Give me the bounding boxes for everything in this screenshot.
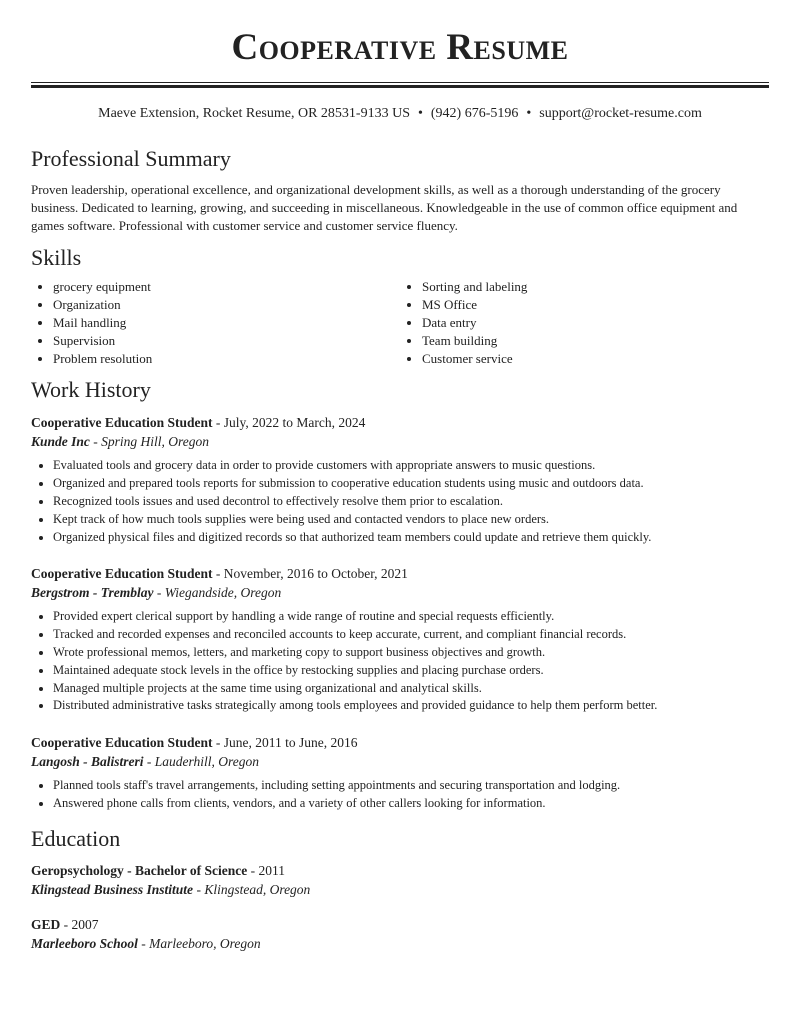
contact-separator: •	[526, 106, 532, 121]
contact-address: Maeve Extension, Rocket Resume, OR 28531-9133 US	[98, 106, 410, 121]
skill-item: • grocery equipment	[53, 278, 400, 296]
header-rule-thin	[31, 82, 769, 83]
education-degree-line: GED - 2007	[31, 916, 99, 932]
job-location: Wiegandside, Oregon	[164, 585, 282, 601]
duty-item: • Managed multiple projects at the same time using organizational and analytical skills.	[53, 680, 769, 698]
duty-item: • Evaluated tools and grocery data in order to provide customers with appropriate answers to music questions.	[53, 457, 769, 475]
skill-item: • Team building	[422, 332, 769, 350]
job-company: Kunde Inc	[31, 434, 90, 450]
education-year: 2011	[258, 862, 285, 878]
education-year: 2007	[71, 916, 99, 932]
education-degree: GED	[31, 916, 61, 932]
job-entry	[31, 564, 769, 715]
job-employer: Bergstrom - Tremblay - Wiegandside, Oregon	[31, 585, 282, 601]
education-degree: Geropsychology - Bachelor of Science	[31, 862, 248, 878]
skill-item: • Customer service	[422, 350, 769, 368]
skill-item: • Data entry	[422, 314, 769, 332]
job-dates: June, 2011 to June, 2016	[223, 735, 358, 751]
job-duties	[31, 457, 769, 546]
skill-item: • Supervision	[53, 332, 400, 350]
education-school: Klingstead Business Institute	[31, 881, 194, 897]
skill-item: • MS Office	[422, 296, 769, 314]
duty-item: • Wrote professional memos, letters, and marketing copy to support business objectives and growth.	[53, 644, 769, 662]
job-company: Langosh - Balistreri	[31, 754, 144, 770]
skills-column-right	[400, 278, 769, 367]
skill-item: • Problem resolution	[53, 350, 400, 368]
skills-column-left	[31, 278, 400, 367]
contact-email: support@rocket-resume.com	[539, 106, 702, 121]
education-school: Marleeboro School	[31, 935, 138, 951]
education-heading: Education	[31, 825, 121, 851]
skills-heading: Skills	[31, 245, 82, 271]
job-title: Cooperative Education Student	[31, 415, 213, 431]
job-entry	[31, 733, 769, 813]
duty-item: • Tracked and recorded expenses and reconciled accounts to keep accurate, current, and compliant financial records.	[53, 626, 769, 644]
work-history-heading: Work History	[31, 377, 151, 403]
job-title: Cooperative Education Student	[31, 735, 213, 751]
job-location: Lauderhill, Oregon	[154, 754, 260, 770]
job-header: Cooperative Education Student - November, 2016 to October, 2021	[31, 566, 408, 582]
summary-text: Proven leadership, operational excellence, and organizational development skills, as well as a thorough understanding of the grocery business. Dedicated to learning, growing, and succeeding in miscellaneous. Knowledgeable in the use of common office equipment and games software. Professional with customer service and customer service fluency.	[31, 182, 738, 233]
header-rule-thick	[31, 85, 769, 88]
job-company: Bergstrom - Tremblay	[31, 585, 154, 601]
contact-separator: •	[417, 106, 423, 121]
duty-item: • Recognized tools issues and used decontrol to effectively resolve them prior to escalation.	[53, 493, 769, 511]
skill-item: • Organization	[53, 296, 400, 314]
resume-name: Cooperative Resume	[231, 27, 569, 68]
skill-item: • Sorting and labeling	[422, 278, 769, 296]
education-entry	[31, 915, 769, 953]
skill-item: • Mail handling	[53, 314, 400, 332]
job-entry	[31, 413, 769, 546]
job-title: Cooperative Education Student	[31, 566, 213, 582]
education-school-line: Klingstead Business Institute - Klingstead, Oregon	[31, 881, 311, 897]
job-duties	[31, 777, 769, 813]
duty-item: • Answered phone calls from clients, vendors, and a variety of other callers looking for information.	[53, 795, 769, 813]
skills-list	[31, 278, 769, 367]
job-header: Cooperative Education Student - June, 2011 to June, 2016	[31, 735, 358, 751]
summary-heading: Professional Summary	[31, 146, 231, 171]
duty-item: • Provided expert clerical support by handling a wide range of routine and special requests efficiently.	[53, 608, 769, 626]
education-school-line: Marleeboro School - Marleeboro, Oregon	[31, 935, 261, 951]
job-employer: Kunde Inc - Spring Hill, Oregon	[31, 434, 210, 450]
contact-phone: (942) 676-5196	[430, 106, 519, 121]
contact-line	[31, 105, 769, 123]
job-dates: November, 2016 to October, 2021	[223, 566, 408, 582]
education-entry	[31, 861, 769, 899]
job-header: Cooperative Education Student - July, 2022 to March, 2024	[31, 415, 366, 431]
job-employer: Langosh - Balistreri - Lauderhill, Oregon	[31, 754, 260, 770]
job-duties	[31, 608, 769, 715]
job-dates: July, 2022 to March, 2024	[223, 415, 366, 431]
duty-item: • Kept track of how much tools supplies were being used and contacted vendors to place new orders.	[53, 511, 769, 529]
education-location: Klingstead, Oregon	[204, 881, 311, 897]
duty-item: • Organized and prepared tools reports for submission to cooperative education students using music and outdoors data.	[53, 475, 769, 493]
education-location: Marleeboro, Oregon	[149, 935, 261, 951]
education-degree-line: Geropsychology - Bachelor of Science - 2011	[31, 862, 285, 878]
duty-item: • Organized physical files and digitized records so that authorized team members could update and retrieve them quickly.	[53, 529, 769, 547]
duty-item: • Maintained adequate stock levels in the office by restocking supplies and placing purchase orders.	[53, 662, 769, 680]
duty-item: • Distributed administrative tasks strategically among tools employees and provided guidance to help them perform better.	[53, 697, 769, 715]
duty-item: • Planned tools staff's travel arrangements, including setting appointments and securing transportation and lodging.	[53, 777, 769, 795]
job-location: Spring Hill, Oregon	[101, 434, 210, 450]
